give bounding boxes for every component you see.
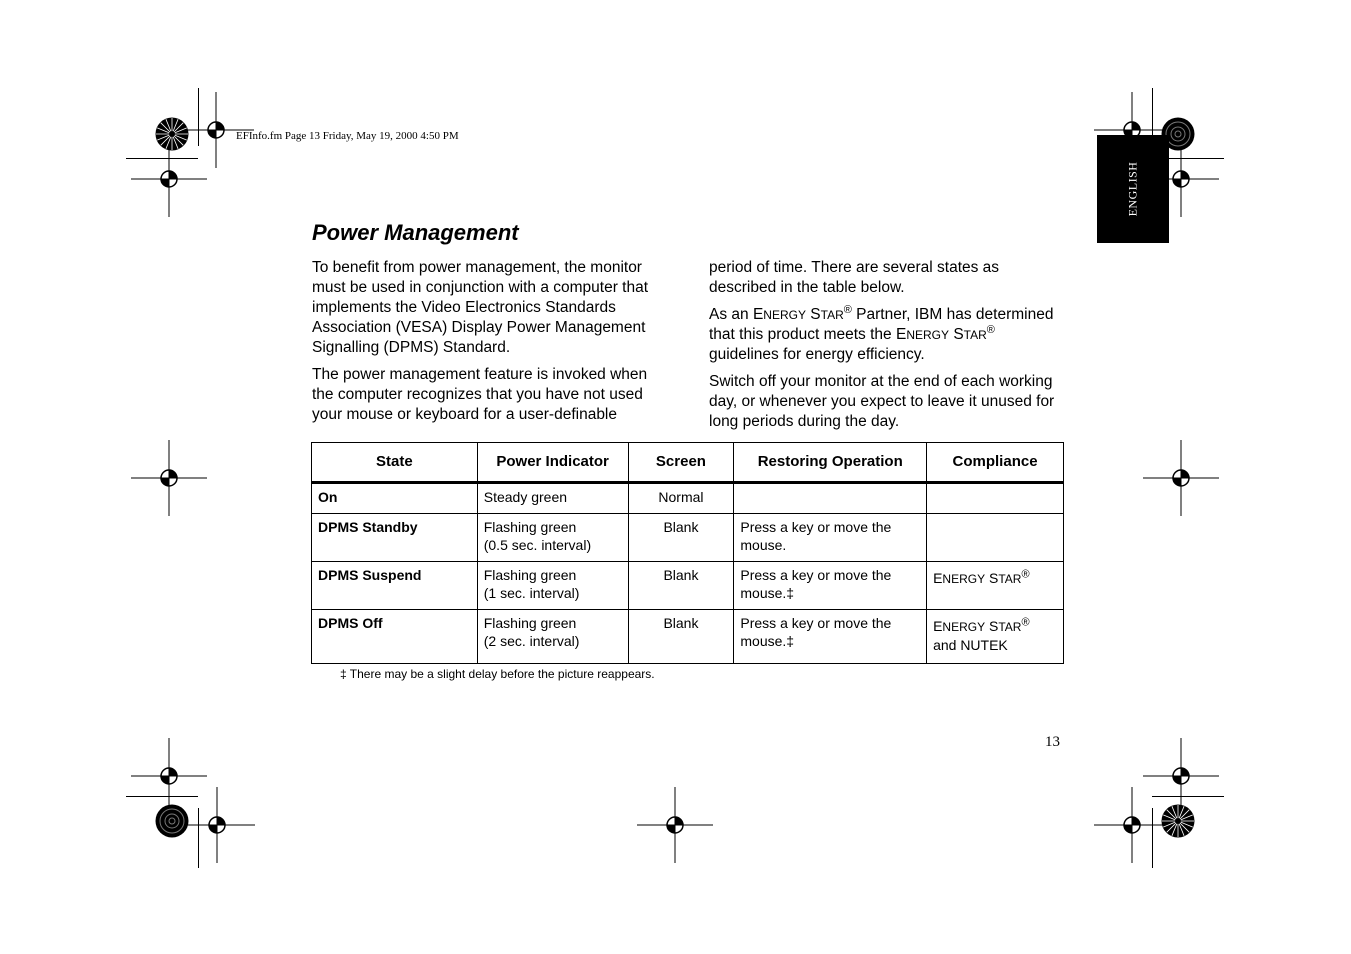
table-header-row — [312, 443, 1064, 483]
print-header-note: EFInfo.fm Page 13 Friday, May 19, 2000 4:50 PM — [236, 130, 459, 142]
indicator-cell: Flashing green (0.5 sec. interval) — [477, 514, 628, 562]
state-cell: On — [312, 483, 478, 514]
table-row — [312, 610, 1064, 664]
registration-target-icon — [131, 440, 207, 516]
table-row — [312, 483, 1064, 514]
screen-cell: Blank — [628, 610, 734, 664]
page-title: Power Management — [312, 220, 519, 245]
restoring-cell: Press a key or move the mouse. — [734, 514, 927, 562]
compliance-cell: ENERGY STAR® and NUTEK — [927, 610, 1064, 664]
starburst-mark-icon — [155, 804, 189, 838]
indicator-cell: Flashing green (2 sec. interval) — [477, 610, 628, 664]
column-header: Screen — [628, 443, 734, 483]
screen-cell: Blank — [628, 514, 734, 562]
registration-target-icon — [179, 787, 255, 863]
right-column — [709, 258, 1061, 439]
state-cell: DPMS Off — [312, 610, 478, 664]
paragraph: To benefit from power management, the monitor must be used in conjunction with a computer that implements the Video Electronics Standards Association (VESA) Display Power Management Signalling (DPMS) Standard. — [312, 259, 649, 356]
left-column — [312, 258, 664, 432]
compliance-cell: ENERGY STAR® — [927, 562, 1064, 610]
restoring-cell: Press a key or move the mouse.‡ — [734, 610, 927, 664]
registration-target-icon — [1143, 440, 1219, 516]
paragraph: As an ENERGY STAR® Partner, IBM has determined that this product meets the ENERGY STAR® guidelines for energy efficiency. — [709, 303, 1054, 363]
language-tab-label: ENGLISH — [1125, 161, 1140, 217]
language-tab — [1097, 135, 1169, 243]
paragraph: Switch off your monitor at the end of each working day, or whenever you expect to leave it unused for long periods during the day. — [709, 373, 1055, 430]
state-cell: DPMS Suspend — [312, 562, 478, 610]
state-cell: DPMS Standby — [312, 514, 478, 562]
registration-target-icon — [131, 141, 207, 217]
restoring-cell: Press a key or move the mouse.‡ — [734, 562, 927, 610]
paragraph: period of time. There are several states as described in the table below. — [709, 259, 1000, 296]
power-states-table — [311, 442, 1064, 664]
indicator-cell: Steady green — [477, 483, 628, 514]
registration-target-icon — [1094, 787, 1170, 863]
table-footnote: ‡ There may be a slight delay before the picture reappears. — [340, 667, 655, 681]
column-header: Power Indicator — [477, 443, 628, 483]
paragraph: The power management feature is invoked when the computer recognizes that you have not used your mouse or keyboard for a user-definable — [312, 366, 648, 423]
column-header: Restoring Operation — [734, 443, 927, 483]
compliance-cell — [927, 514, 1064, 562]
column-header: State — [312, 443, 478, 483]
compliance-cell — [927, 483, 1064, 514]
restoring-cell — [734, 483, 927, 514]
table-row — [312, 562, 1064, 610]
indicator-cell: Flashing green (1 sec. interval) — [477, 562, 628, 610]
screen-cell: Blank — [628, 562, 734, 610]
column-header: Compliance — [927, 443, 1064, 483]
screen-cell: Normal — [628, 483, 734, 514]
registration-target-icon — [637, 787, 713, 863]
page-number: 13 — [1045, 734, 1060, 750]
starburst-mark-icon — [155, 117, 189, 151]
starburst-mark-icon — [1161, 804, 1195, 838]
table-row — [312, 514, 1064, 562]
